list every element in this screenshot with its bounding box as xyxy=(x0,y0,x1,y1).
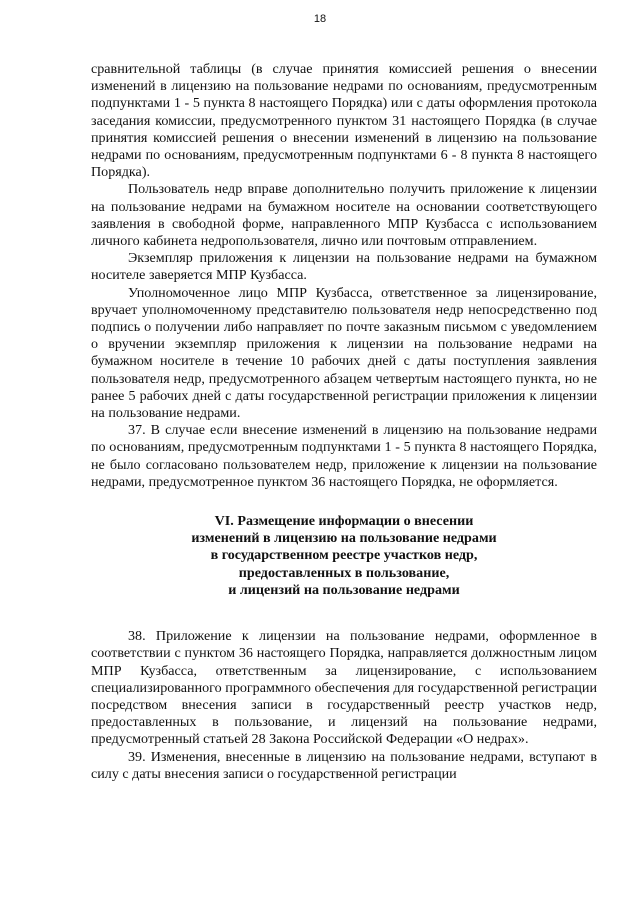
section-heading-line: в государственном реестре участков недр, xyxy=(210,547,478,564)
section-heading-line: предоставленных в пользование, xyxy=(238,564,450,581)
paragraph-copy-certification: Экземпляр приложения к лицензии на пользование недрами на бумажном носителе заверяется МПР Кузбасса. xyxy=(91,250,597,284)
section-heading-line: и лицензий на пользование недрами xyxy=(228,581,460,598)
paragraph-delivery: Уполномоченное лицо МПР Кузбасса, ответственное за лицензирование, вручает уполномоченному представителю пользователя недр непосредственно под подпись о получении либо направляет по почте заказным письмом с уведомлением о вручении экземпляр приложения к лицензии на пользование недрами на бумажном носителе в течение 10 рабочих дней с даты поступления заявления пользователя недр, предусмотренного абзацем четвертым настоящего пункта, но не ранее 5 рабочих дней с даты государственной регистрации приложения к лицензии на пользование недрами. xyxy=(91,284,597,422)
page-number: 18 xyxy=(313,13,327,25)
paragraph-paper-copy-right: Пользователь недр вправе дополнительно получить приложение к лицензии на пользование недрами на бумажном носителе на основании соответствующего заявления в свободной форме, направленного МПР Кузбасса с использованием личного кабинета недропользователя, лично или почтовым отправлением. xyxy=(91,181,597,250)
section-heading xyxy=(91,513,597,599)
section-heading-line: VI. Размещение информации о внесении xyxy=(214,513,474,530)
paragraph-item-38: 38. Приложение к лицензии на пользование недрами, оформленное в соответствии с пунктом 36 настоящего Порядка, направляется должностным лицом МПР Кузбасса, ответственным за лицензирование, с использованием специализированного программного обеспечения для государственной регистрации посредством внесения записи в государственный реестр участков недр, предоставленных в пользование, и лицензий на пользование недрами, предусмотренный статьей 28 Закона Российской Федерации «О недрах». xyxy=(91,628,597,748)
section-heading-line: изменений в лицензию на пользование недрами xyxy=(191,530,497,547)
paragraph-item-39: 39. Изменения, внесенные в лицензию на пользование недрами, вступают в силу с даты внесения записи о государственной регистрации xyxy=(91,748,597,782)
document-body xyxy=(91,61,597,783)
paragraph-continuation: сравнительной таблицы (в случае принятия комиссией решения о внесении изменений в лицензию на пользование недрами по основаниям, предусмотренным подпунктами 1 - 5 пункта 8 настоящего Порядка) или с даты оформления протокола заседания комиссии, предусмотренного пунктом 31 настоящего Порядка (в случае принятия комиссией решения о внесении изменений в лицензию на пользование недрами по основаниям, предусмотренным подпунктами 6 - 8 пункта 8 настоящего Порядка). xyxy=(91,61,597,181)
paragraph-item-37: 37. В случае если внесение изменений в лицензию на пользование недрами по основаниям, предусмотренным подпунктами 1 - 5 пункта 8 настоящего Порядка, не было согласовано пользователем недр, приложение к лицензии на пользование недрами, предусмотренное пунктом 36 настоящего Порядка, не оформляется. xyxy=(91,422,597,490)
